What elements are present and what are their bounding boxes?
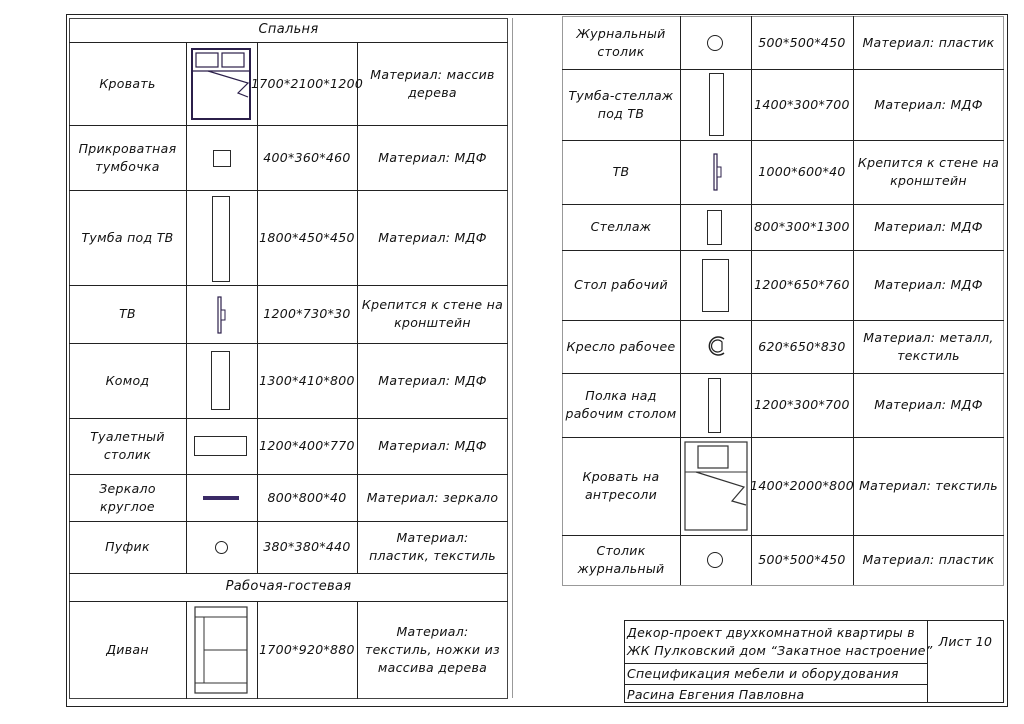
nightstand-icon <box>213 150 231 167</box>
item-size: 500*500*450 <box>758 34 846 50</box>
item-note: Крепится к стене на кронштейн <box>361 297 504 330</box>
item-note: Материал: МДФ <box>874 96 983 112</box>
double-bed-icon <box>190 47 252 121</box>
item-note: Материал: пластик, текстиль <box>369 530 496 563</box>
item-name: Кресло рабочее <box>566 338 676 354</box>
item-name: Диван <box>106 642 149 657</box>
item-name: Кровать <box>99 75 156 91</box>
coffee-table-icon <box>707 552 723 568</box>
item-name: Прикроватная тумбочка <box>78 140 177 174</box>
office-chair-icon <box>705 335 727 357</box>
item-size: 1200*300*700 <box>754 397 850 412</box>
tv-stand-icon <box>212 196 230 282</box>
item-size: 1200*730*30 <box>263 306 351 321</box>
item-note: Материал: металл, текстиль <box>863 329 994 363</box>
item-note: Материал: МДФ <box>378 229 487 245</box>
item-size: 1300*410*800 <box>259 372 355 388</box>
item-note: Материал: МДФ <box>874 397 983 412</box>
item-size: 400*360*460 <box>263 149 351 165</box>
author-name: Расина Евгения Павловна <box>627 687 805 702</box>
item-size: 1700*920*880 <box>259 642 355 657</box>
round-mirror-icon <box>203 496 239 500</box>
item-name: Зеркало круглое <box>99 480 156 514</box>
item-size: 1200*400*770 <box>259 438 355 453</box>
item-note: Материал: текстиль <box>859 478 998 493</box>
item-size: 1700*2100*1200 <box>250 75 364 91</box>
item-size: 500*500*450 <box>758 552 846 567</box>
sheet-subject: Спецификация мебели и оборудования <box>627 666 899 681</box>
item-size: 1400*2000*800 <box>750 478 854 493</box>
tv-icon <box>215 296 227 334</box>
item-name: Журнальный столик <box>576 25 666 59</box>
wall-shelf-icon <box>708 378 721 433</box>
item-note: Материал: МДФ <box>874 277 983 292</box>
item-size: 380*380*440 <box>263 539 351 554</box>
item-name: Стол рабочий <box>574 277 668 292</box>
project-title-line1: Декор-проект двухкомнатной квартиры в <box>627 625 915 640</box>
item-note: Крепится к стене на кронштейн <box>857 155 1000 188</box>
item-name: Стеллаж <box>590 219 652 234</box>
coffee-table-icon <box>707 35 723 51</box>
item-name: Кровать на антресоли <box>582 469 660 502</box>
item-size: 800*800*40 <box>267 489 347 505</box>
item-size: 620*650*830 <box>758 338 846 354</box>
item-note: Материал: МДФ <box>378 149 487 165</box>
item-name: Полка над рабочим столом <box>565 388 677 421</box>
item-note: Материал: текстиль, ножки из массива дерева <box>364 624 500 675</box>
project-title-line2: ЖК Пулковский дом “Закатное настроение” <box>627 643 933 658</box>
item-size: 1200*650*760 <box>754 277 850 292</box>
shelving-icon <box>707 210 722 245</box>
item-name: Туалетный столик <box>90 429 165 462</box>
loft-bed-icon <box>684 441 748 531</box>
item-name: Комод <box>105 372 150 388</box>
item-size: 1400*300*700 <box>754 96 850 112</box>
item-note: Материал: пластик <box>862 34 995 50</box>
item-note: Материал: массив дерева <box>370 66 495 100</box>
item-name: Столик журнальный <box>577 543 665 576</box>
sheet-divider <box>512 18 513 698</box>
work-desk-icon <box>702 259 729 312</box>
sofa-icon <box>193 605 249 695</box>
section-bedroom: Спальня <box>258 22 319 37</box>
item-name: ТВ <box>119 306 136 321</box>
sheet-number: Лист 10 <box>938 633 993 649</box>
item-note: Материал: пластик <box>862 552 995 567</box>
section-work-guest: Рабочая-гостевая <box>225 579 352 594</box>
item-note: Материал: зеркало <box>366 489 499 505</box>
item-note: Материал: МДФ <box>378 438 487 453</box>
item-note: Материал: МДФ <box>874 219 983 234</box>
tv-icon <box>711 153 723 191</box>
vanity-table-icon <box>194 436 247 456</box>
item-name: ТВ <box>612 164 630 179</box>
item-note: Материал: МДФ <box>378 372 487 388</box>
item-size: 1000*600*40 <box>758 164 846 179</box>
tv-shelving-icon <box>709 73 724 136</box>
pouf-icon <box>215 541 228 554</box>
item-size: 800*300*1300 <box>754 219 850 234</box>
item-name: Тумба под ТВ <box>81 229 174 245</box>
dresser-icon <box>211 351 230 410</box>
item-name: Тумба-стеллаж под ТВ <box>568 87 674 121</box>
item-size: 1800*450*450 <box>259 229 355 245</box>
item-name: Пуфик <box>105 539 150 554</box>
